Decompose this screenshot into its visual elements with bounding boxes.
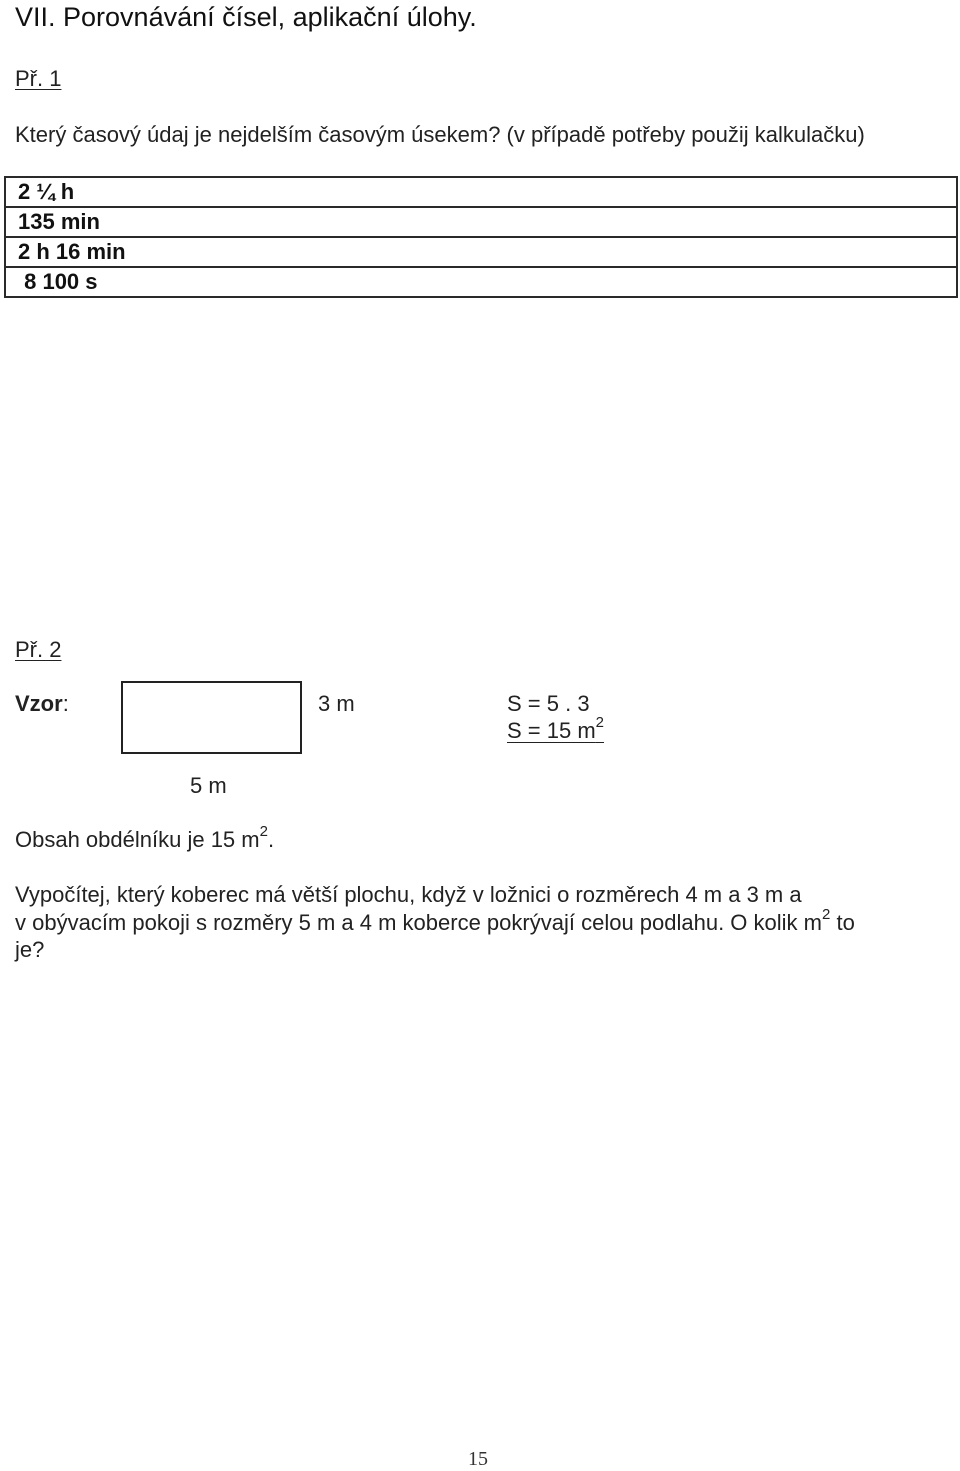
- answer-options-table: [4, 176, 958, 298]
- vzor-colon: :: [62, 691, 69, 716]
- answer-option-row[interactable]: [5, 267, 957, 297]
- formula-line-2: [507, 714, 604, 744]
- rectangle-width-label: 5 m: [190, 773, 227, 798]
- problem-line-1: Vypočítej, který koberec má větší plochu, když v ložnici o rozměrech 4 m a 3 m a: [15, 882, 802, 907]
- problem-line-2-text: v obývacím pokoji s rozměry 5 m a 4 m koberce pokrývají celou podlahu. O kolik m: [15, 910, 822, 935]
- page-title: VII. Porovnávání čísel, aplikační úlohy.: [15, 2, 477, 32]
- answer-option[interactable]: 2 ¼ h: [5, 177, 957, 207]
- area-sentence-text: Obsah obdélníku je 15 m: [15, 827, 260, 852]
- example-1-question: Který časový údaj je nejdelším časovým úsekem? (v případě potřeby použij kalkulačku): [15, 122, 865, 147]
- formula-line-1: S = 5 . 3: [507, 691, 590, 716]
- vzor-heading: [15, 691, 69, 717]
- formula-line-2-text: S = 15 m: [507, 718, 596, 743]
- formula-exponent: 2: [595, 714, 604, 731]
- answer-option-row[interactable]: [5, 237, 957, 267]
- problem-line-2: [15, 906, 855, 936]
- answer-option[interactable]: 2 h 16 min: [5, 237, 957, 267]
- answer-option-row[interactable]: [5, 177, 957, 207]
- answer-option-row[interactable]: [5, 207, 957, 237]
- page-number: 15: [468, 1448, 488, 1470]
- area-sentence-end: .: [267, 827, 275, 852]
- problem-exponent: 2: [822, 906, 831, 923]
- area-sentence: [15, 823, 275, 853]
- example-2-label: Př. 2: [15, 637, 62, 662]
- vzor-label: Vzor: [15, 691, 63, 716]
- problem-line-2-end: to: [830, 910, 855, 935]
- problem-line-3: je?: [15, 937, 45, 962]
- rectangle-height-label: 3 m: [318, 691, 355, 716]
- area-exponent: 2: [259, 823, 268, 840]
- answer-option[interactable]: 8 100 s: [5, 267, 957, 297]
- example-1-label: Př. 1: [15, 66, 62, 91]
- rectangle-diagram: [121, 681, 302, 754]
- answer-option[interactable]: 135 min: [5, 207, 957, 237]
